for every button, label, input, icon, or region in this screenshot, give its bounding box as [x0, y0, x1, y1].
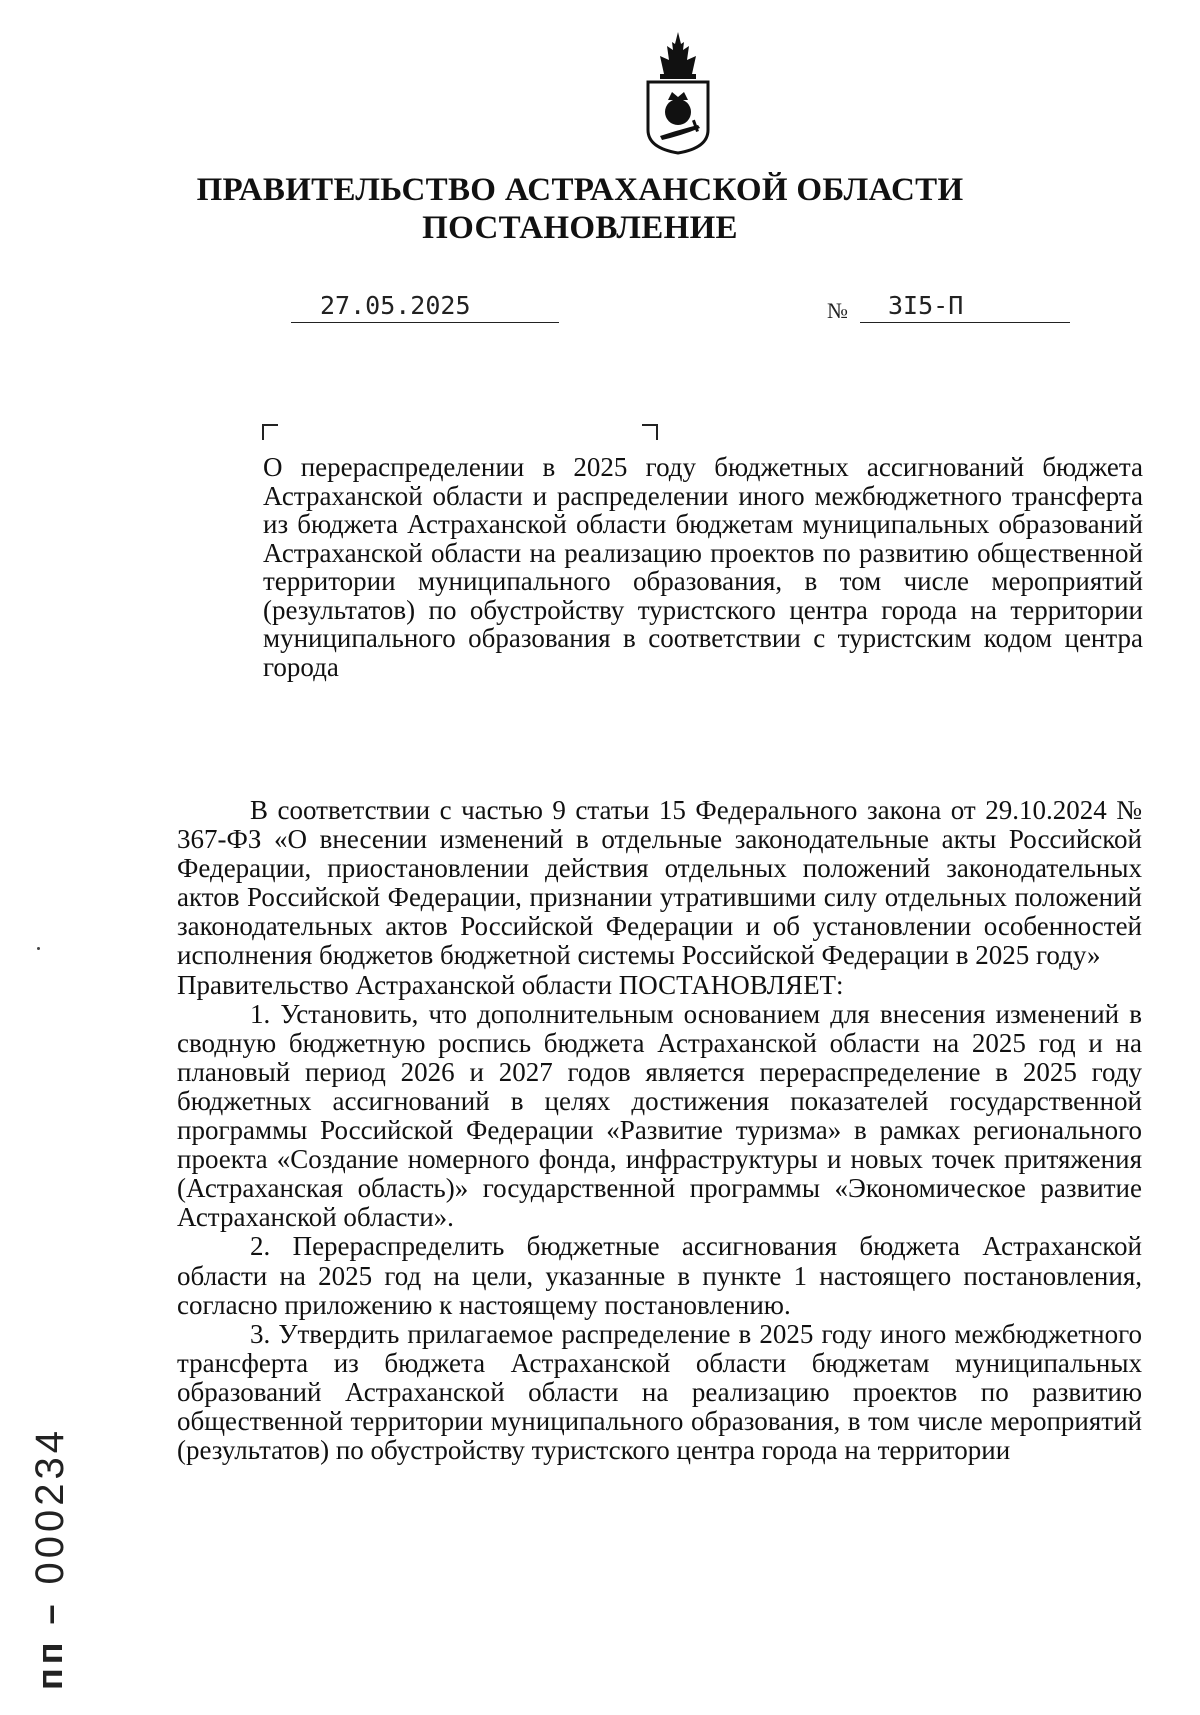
margin-dot [37, 947, 40, 950]
stamp-prefix: пп – [29, 1600, 70, 1690]
stamp-number: 000234 [27, 1427, 72, 1585]
number-sign: № [827, 298, 848, 323]
preamble-paragraph: В соответствии с частью 9 статьи 15 Федерального закона от 29.10.2024 № 367-ФЗ «О внесении изменений в отдельные законодательные акты Российской Федерации, приостановлении действия отдельных положений законодательных актов Российской Федерации, признании утратившими силу отдельных положений законодательных актов Российской Федерации и об установлении особенностей исполнения бюджетов бюджетной системы Российской Федерации в 2025 году» [177, 795, 1142, 971]
item-paragraph: 2. Перераспределить бюджетные ассигнования бюджета Астраханской области на 2025 год на цели, указанные в пункте 1 настоящего постановления, согласно приложению к настоящему постановлению. [177, 1231, 1142, 1320]
document-subject: О перераспределении в 2025 году бюджетных ассигнований бюджета Астраханской области и распределении иного межбюджетного трансферта из бюджета Астраханской области бюджетам муниципальных образований Астраханской области на реализацию проектов по развитию общественной территории муниципального образования, в том числе мероприятий (результатов) по обустройству туристского центра города на территории муниципального образования в соответствии с туристским кодом центра города [263, 452, 1143, 682]
government-title: ПРАВИТЕЛЬСТВО АСТРАХАНСКОЙ ОБЛАСТИ [196, 172, 964, 208]
document-date: 27.05.2025 [320, 291, 471, 320]
astrakhan-coat-of-arms-icon [640, 30, 716, 155]
item-paragraph: 3. Утвердить прилагаемое распределение в 2025 году иного межбюджетного трансферта из бюджета Астраханской области бюджетам муниципальных образований Астраханской области на реализацию проектов по развитию общественной территории муниципального образования, в том числе мероприятий (результатов) по обустройству туристского центра города на территории [177, 1318, 1142, 1466]
subject-corner-right [642, 424, 658, 440]
subject-corner-left [262, 424, 278, 440]
registration-stamp [27, 1390, 72, 1690]
decree-line: Правительство Астраханской области ПОСТАНОВЛЯЕТ: [177, 969, 844, 1000]
document-body [177, 796, 1142, 1465]
document-number: 3I5-П [888, 291, 964, 320]
item-paragraph: 1. Установить, что дополнительным основанием для внесения изменений в сводную бюджетную роспись бюджета Астраханской области на 2025 год и на плановый период 2026 и 2027 годов является перераспределение в 2025 году бюджетных ассигнований в целях достижения показателей государственной программы Российской Федерации «Развитие туризма» в рамках регионального проекта «Создание номерного фонда, инфраструктуры и новых точек притяжения (Астраханская область)» государственной программы «Экономическое развитие Астраханской области». [177, 998, 1142, 1233]
document-type-title: ПОСТАНОВЛЕНИЕ [422, 210, 738, 246]
